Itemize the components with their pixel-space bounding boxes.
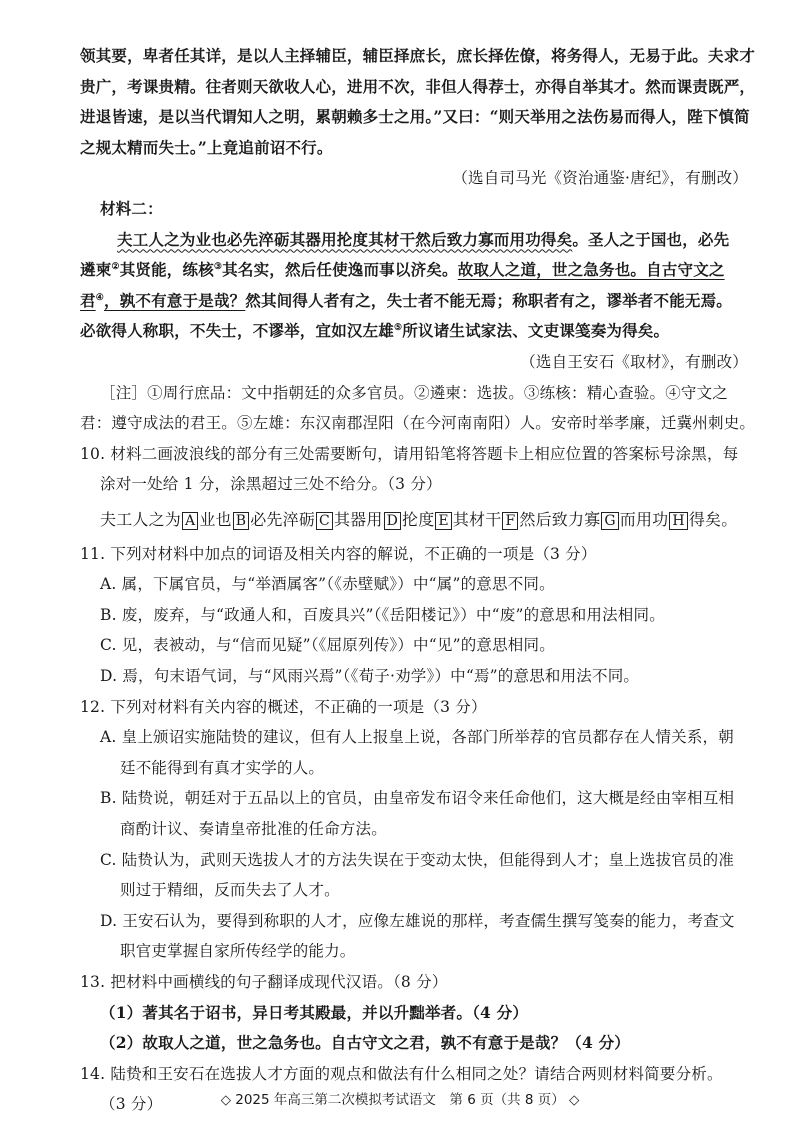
material2-line2 [80, 258, 725, 280]
break-mark-D[interactable]: D [384, 512, 401, 530]
text-segment: 然其间得人者有之，失士者不能无焉；称职者有之，谬举者不能无焉。 [245, 290, 732, 310]
q11-stem: 11. 下列对材料中加点的词语及相关内容的解说，不正确的一项是（3 分） [80, 544, 597, 563]
q11-option-d: D. 焉，句末语气词，与“风雨兴焉”（《荀子·劝学》）中“焉”的意思和用法不同。 [100, 667, 640, 685]
q12-option-a-line2: 廷不能得到有真才实学的人。 [120, 758, 325, 777]
excerpt1-source: （选自司马光《资治通鉴·唐纪》，有删改） [452, 169, 748, 188]
q11-option-b: B. 废，废弃，与“政通人和，百废具兴”（《岳阳楼记》）中“废”的意思和用法相同。 [100, 605, 665, 624]
diamond-icon: ◇ [569, 1092, 580, 1108]
q12-option-b-line1: B. 陆贽说，朝廷对于五品以上的官员，由皇帝发布诏令来任命他们，这大概是经由宰相互相 [100, 789, 735, 808]
segment: 然后致力寡 [519, 510, 601, 529]
material2-line3 [80, 289, 732, 311]
material2-line1 [117, 228, 729, 250]
text-segment: 所议诸生试家法、文吏课笺奏为得矣。 [402, 321, 670, 341]
q12-option-b-line2: 商酌计议、奏请皇帝批准的任命方法。 [120, 820, 387, 838]
excerpt1-line1: 领其要，卑者任其详，是以人主择辅臣，辅臣择庶长，庶长择佐僚，将务得人，无易于此。夫求才 [80, 46, 756, 65]
q13-stem: 13. 把材料中画横线的句子翻译成现代汉语。（8 分） [80, 973, 448, 991]
q12-option-d-line1: D. 王安石认为，要得到称职的人才，应像左雄说的那样，考查儒生撰写笺奏的能力，考查文 [100, 911, 735, 930]
break-mark-H[interactable]: H [669, 512, 687, 530]
segment: 业也 [199, 510, 232, 529]
q11-option-c: C. 见，表被动，与“信而见疑”（《屈原列传》）中“见”的意思相同。 [100, 636, 555, 655]
material2-source: （选自王安石《取材》，有删改） [520, 353, 748, 371]
text-segment: 其贤能，练核 [119, 260, 214, 280]
q13-sub2: （2）故取人之道，世之急务也。自古守文之君，孰不有意于是哉？（4 分） [100, 1033, 630, 1053]
break-mark-F[interactable]: F [502, 512, 518, 530]
segment: 抡度 [402, 510, 435, 529]
footer-text: 2025 年高三第二次模拟考试语文 第 6 页（共 8 页） [235, 1092, 565, 1108]
break-mark-A[interactable]: A [182, 512, 198, 530]
q10-options [100, 507, 737, 530]
q14-stem-line1: 14. 陆贽和王安石在选拔人才方面的观点和做法有什么相同之处？请结合两则材料简要分析。 [80, 1064, 723, 1083]
q12-stem: 12. 下列对材料有关内容的概述，不正确的一项是（3 分） [80, 697, 487, 716]
break-mark-E[interactable]: E [435, 512, 451, 530]
excerpt1-line2: 贵广，考课贵精。往者则天欲收人心，进用不次，非但人得荐士，亦得自举其才。然而课责既严， [80, 76, 756, 96]
material2-line1-rest: 。圣人之于国也，必先 [572, 229, 730, 249]
note-marker-2: ② [111, 262, 120, 273]
q10-stem-line1: 10. 材料二画波浪线的部分有三处需要断句，请用铅笔将答题卡上相应位置的答案标号涂黑，每 [80, 444, 739, 463]
q12-option-d-line2: 职官吏掌握自家所传经学的能力。 [120, 942, 356, 961]
q12-option-c-line2: 则过于精细，反而失去了人才。 [120, 881, 340, 900]
wavy-underlined-text: 夫工人之为业也必先淬砺其器用抡度其材干然后致力寡而用功得矣 [117, 229, 573, 249]
segment: 其器用 [333, 510, 383, 529]
note-marker-4: ④ [95, 292, 104, 303]
underlined-sentence: 故取人之道，世之急务也。自古守文之 [457, 260, 725, 280]
note-marker-5: ⑤ [394, 323, 403, 334]
excerpt1-line3: 进退皆速，是以当代谓知人之明，累朝赖多士之用。”又曰：“则天举用之法伤易而得人，陛下慎简 [80, 107, 750, 127]
material2-heading: 材料二： [100, 199, 163, 218]
excerpt1-line4: 之规太精而失士。”上竟追前诏不行。 [80, 137, 333, 157]
q12-option-c-line1: C. 陆贽认为，武则天选拔人才的方法失误在于变动太快，但能得到人才；皇上选拔官员的准 [100, 850, 735, 869]
break-mark-B[interactable]: B [233, 512, 250, 530]
segment: 得矣。 [688, 510, 738, 529]
segment: 必先淬砺 [250, 510, 316, 529]
notes-line1: ［注］①周行庶品：文中指朝廷的众多官员。②遴柬：选拔。③练核：精心查验。④守文之 [100, 383, 729, 402]
q14-stem-line2: （3 分） [100, 1095, 163, 1114]
underlined-sentence: 君 [80, 290, 96, 310]
segment: 其材干 [452, 510, 502, 529]
underlined-sentence: ，孰不有意于是哉？ [103, 290, 246, 310]
diamond-icon: ◇ [220, 1092, 231, 1108]
q13-sub1: （1）著其名于诏书，异日考其殿最，并以升黜举者。（4 分） [100, 1002, 529, 1022]
word-linjian: 遴柬 [80, 260, 112, 280]
q11-option-a: A. 属，下属官员，与“举酒属客”（《赤壁赋》）中“属”的意思不同。 [100, 575, 555, 594]
segment: 夫工人之为 [100, 510, 182, 529]
notes-line2: 君：遵守成法的君王。⑤左雄：东汉南郡涅阳（在今河南南阳）人。安帝时举孝廉，迁冀州刺史。 [80, 414, 756, 433]
note-marker-3: ③ [213, 262, 223, 273]
q12-option-a-line1: A. 皇上颁诏实施陆贽的建议，但有人上报皇上说，各部门所举荐的官员都存在人情关系，朝 [100, 728, 734, 747]
text-segment: 其名实，然后任使逸而事以济矣。 [222, 260, 458, 280]
text-segment: 必欲得人称职，不失士，不谬举，宜如汉左雄 [80, 321, 395, 341]
break-mark-C[interactable]: C [316, 512, 333, 530]
q10-stem-line2: 涂对一处给 1 分，涂黑超过三处不给分。（3 分） [100, 475, 442, 494]
segment: 而用功 [619, 510, 669, 529]
break-mark-G[interactable]: G [601, 512, 618, 530]
material2-line4 [80, 319, 669, 341]
